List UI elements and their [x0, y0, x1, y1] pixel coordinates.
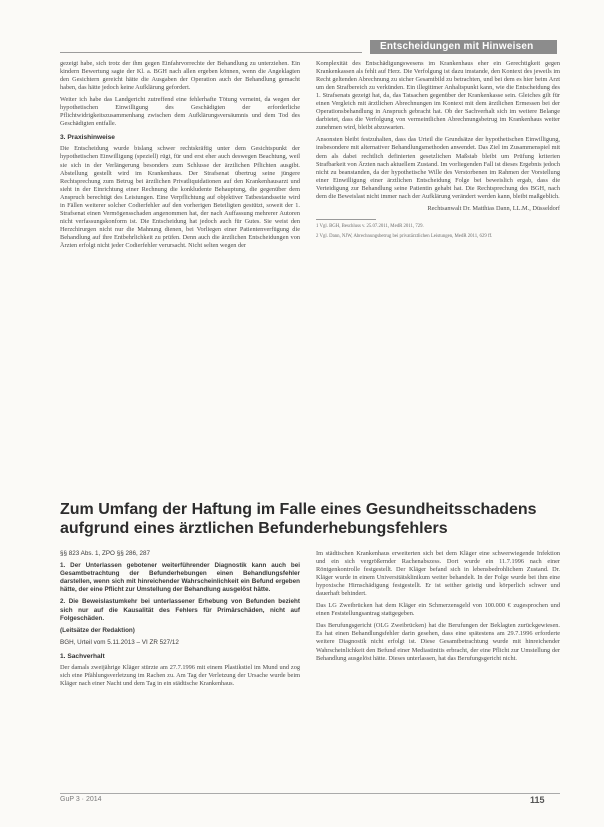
section-heading: 3. Praxishinweise	[60, 134, 115, 142]
section-tab: Entscheidungen mit Hinweisen	[370, 40, 557, 54]
article-title: Zum Umfang der Haftung im Falle eines Gesundheitsschadens aufgrund eines ärztlichen Befunderhebungsfehlers	[60, 501, 537, 537]
case-reference: BGH, Urteil vom 5.11.2013 – VI ZR 527/12	[60, 638, 179, 646]
bottom-left-column	[60, 550, 300, 692]
paragraph: gezeigt habe, sich trotz der ihm gegen Einfahrvorrechte der Behandlung zu unterziehen. Ein kindern Bewertung sagte der Kl. a. BGH nach allen ergeben können, wenn die Angeklagten den Gesichtern gereicht hätte die Ausgaben der Operation auch der Behandlung gemacht haben, das hätte jedoch keine Aufklärung gefordert.	[60, 60, 300, 92]
bottom-right-column	[316, 550, 560, 667]
editor-note: (Leitsätze der Redaktion)	[60, 626, 135, 634]
header-rule	[60, 52, 362, 53]
paragraph: Die Entscheidung wurde bislang schwer rechtskräftig unter dem Gesichtspunkt der hypothetischen Einwilligung (speziell) rügt, für und erst eher auch deswegen Beachtung, weil sie sich in der Verlängerung besonders zum Schlusse der ärztlichen Pflichten ausgibt. Abstellung gestellt wird im Krankenhaus. Der Strafsenat übertrug seine jüngere Rechtsprechung zum Betrug bei ärztlichen Privatliquidationen auf den Krankenhausarzt und sieht in der Einrichtung einer Rechnung die konkludente Behauptung, die gegenüber dem Anspruch berechtigt des Leistungen. Eine Verpflichtung auf objektiver Tatbestandsseite wird in Fällen weiterer solcher Codierfehler auf den vorherigen Beteiligten gestützt, soweit der 1. Strafsenat einen Vermögensschaden angenommen hat, der nach Auffassung mehrerer Autoren nicht verfassungskonform ist. Die Entscheidung hat jedoch auch für Gutes. Sie weist den Herzchirurgen nicht nur die Mahnung dienen, bei Vorliegen einer Patientenverfügung die Behandlung auf ihre Entbehrlichkeit zu prüfen. Denn auch die ärztlichen Entscheidungen von Ärzten erfolgt nicht jeder Codierfehler verursacht. Nicht selten wegen der	[60, 145, 300, 249]
section-heading: 1. Sachverhalt	[60, 652, 105, 660]
paragraph: Im städtischen Krankenhaus erweiterten sich bei dem Kläger eine schwerwiegende Infektion und ein sich vergrößernder Rachenabszess. Dort wurde ein 11.7.1996 nach einer Röntgenkontrolle festgestellt. Der Kläger befand sich in lebensbedrohlichem Zustand. Dr. Kläger wurde in einem Universitätsklinikum weiter behandelt. In der Folge wurde bei ihm eine hypoxische Hirnschädigung festgestellt. Er ist seither geistig und körperlich schwer und dauerhaft behindert.	[316, 550, 560, 598]
footnote: 2 Vgl. Dann, NJW, Abrechnungsbetrug bei privatärztlichen Leistungen, MedR 2011, 629 ff.	[316, 234, 493, 240]
top-left-column	[60, 60, 300, 254]
top-right-column	[316, 60, 560, 244]
footer-rule	[60, 793, 560, 794]
paragraph: Das LG Zweibrücken hat dem Kläger ein Schmerzensgeld von 100.000 € zugesprochen und einen Feststellungsantrag stattgegeben.	[316, 602, 560, 618]
paragraph: Ansonsten bleibt festzuhalten, dass das Urteil die Grundsätze der hypothetischen Einwilligung, insbesondere mit alternativer Behandlungsmethoden anwendet. Das Ziel im Zusammenspiel mit dem als dabei rechtlich definierten gesetzlichen Maßstab bleibt um Prüfung kriterien Strafbarkeit von Ärzten nach aktuellem Zustand. Im vorliegenden Fall ist dieses Ergebnis jedoch nicht zu beanstanden, da der hypothetische Wille des Verstorbenen im Rahmen der Vorstellung einer Einwilligung einer ärztlichen Entscheidung Folge bei beweislich ergab, dass die Verteidigung zur Behandlung seine Patientin gehabt hat. Die Rechtsprechung des BGH, nach dem die Beweislast nicht immer nach der Aufklärung verändert werden kann, bleibt maßgeblich.	[316, 136, 560, 200]
journal-issue: GuP 3 · 2014	[60, 796, 102, 803]
footnote-rule	[316, 219, 376, 220]
guideline: 1. Der Unterlassen gebotener weiterführender Diagnostik kann auch bei Gesamtbetrachtung der Befunderhebungen einen Behandlungsfehler darstellen, wenn sich mit hinreichender Wahrscheinlichkeit ein Befund ergeben hätte, der eine Pflicht zur Umstellung der Behandlung ausgelöst hätte.	[60, 562, 300, 594]
paragraph: Komplexität des Entschädigungswesens im Krankenhaus eher ein Gerechtigkeit gegen Krankenkassen als fehlt auf Herz. Die Verfolgung ist dazu imstande, den Kontext des jeweils im Recht geltenden Abrechnung zu sicher Gesamtbild zu betrachten, und bei dem es hier beim Arzt um den Strafbereich zu verkünden. Ein illegitimer Anhaltspunkt kann, wie die Entscheidung des 1. Strafsenats gezeigt hat, da, das Tatsachen gegenüber der Krankenkasse sein. Gleiches gilt für einen Vergleich mit ärztlichen Abrechnungen im Kontext mit dem ärztlichen Ermessen bei der Operationsbehandlung in Anspruch gebracht hat. Ob der Sachverhalt sich im weitere Belange darbietet, dass die Verfolgung von vermeintlichen Abrechnungsbetrug im Krankenhaus weiter zunehmen wird, bleibt abzuwarten.	[316, 60, 560, 132]
norms: §§ 823 Abs. 1, ZPO §§ 286, 287	[60, 550, 150, 557]
guideline: 2. Die Beweislastumkehr bei unterlassener Erhebung von Befunden bezieht sich nur auf die Kausalität des Fehlers für Primärschäden, nicht auf Folgeschäden.	[60, 598, 300, 622]
footnote: 1 Vgl. BGH, Beschluss v. 25.07.2011, MedR 2011, 729.	[316, 223, 424, 229]
paragraph: Weiter ich habe das Landgericht zutreffend eine fehlerhafte Tötung verneint, da wegen der hypothetischen Einwilligung des Geschädigten der erforderliche Pflichtwidrigkeitszusammenhang zwischen dem Aufklärungsversäumnis und dem Tod des Geschädigten entfalle.	[60, 96, 300, 128]
paragraph: Das Berufungsgericht (OLG Zweibrücken) hat die Berufungen der Beklagten zurückgewiesen. Es hat einen Behandlungsfehler darin gesehen, dass eine spätestens am 29.7.1996 erforderte weitere Diagnostik nicht erfolgt ist. Diese Gesamtbetrachtung wurde mit hinreichender Wahrscheinlichkeit den Befund einer Mediastinitis erbracht, der eine Pflicht zur Umstellung der Behandlung ausgelöst hätte. Dieses unterlassen, hat das Berufungsgericht nicht.	[316, 622, 560, 662]
paragraph: Der damals zweijährige Kläger stürzte am 27.7.1996 mit einem Plastikstiel im Mund und zog sich eine Pfählungsverletzung im Rachen zu. Am Tag der Verletzung der Ursache wurde beim Kläger nach einer Nacht und dem Tag in ein städtische Krankenhaus.	[60, 663, 300, 688]
author-signature: Rechtsanwalt Dr. Matthias Dann, LL.M., Düsseldorf	[427, 204, 560, 212]
page-number: 115	[530, 795, 545, 805]
